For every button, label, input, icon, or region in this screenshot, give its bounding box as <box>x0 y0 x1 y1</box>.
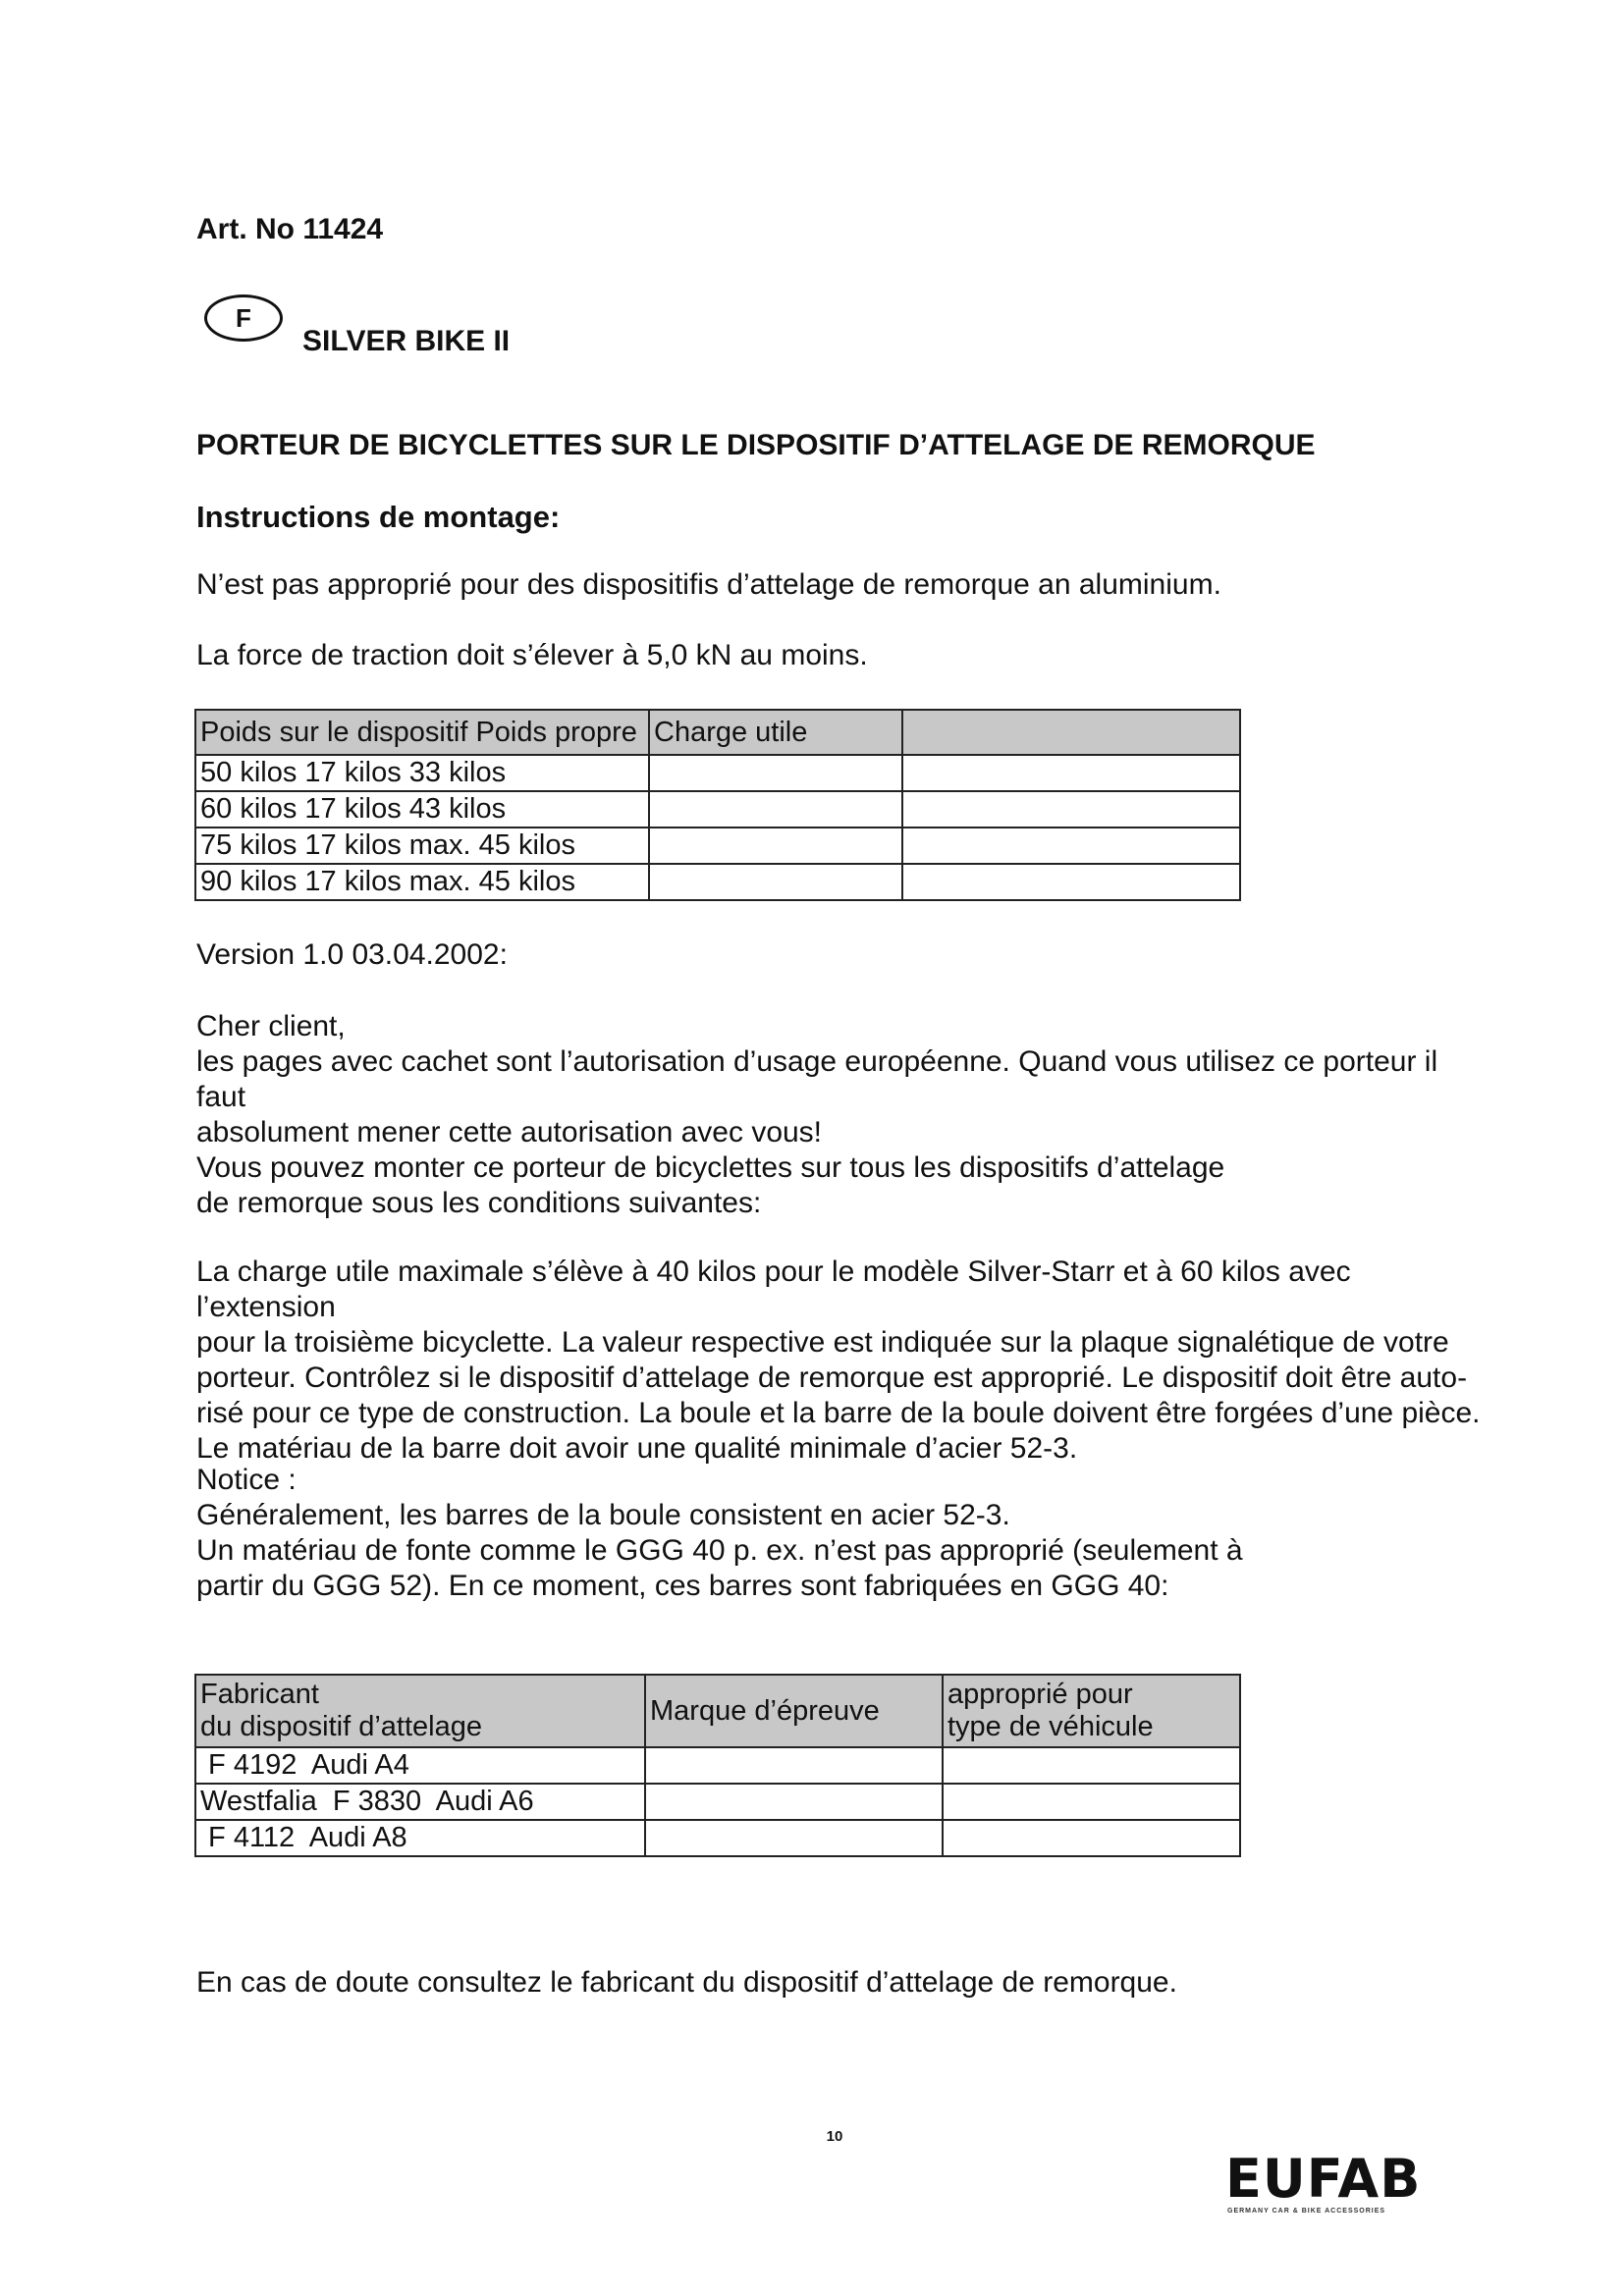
table-cell <box>645 1784 943 1820</box>
table-row <box>195 864 1240 900</box>
table-cell <box>902 864 1240 900</box>
table-cell: Westfalia F 3830 Audi A6 <box>195 1784 645 1820</box>
table-cell <box>649 755 902 791</box>
table-cell: 75 kilos 17 kilos max. 45 kilos <box>195 828 649 864</box>
closing-line: En cas de doute consultez le fabricant du dispositif d’attelage de remorque. <box>196 1966 1177 1999</box>
table-cell <box>943 1747 1240 1784</box>
weight-table <box>194 709 1241 901</box>
table-row <box>195 755 1240 791</box>
conditions-paragraph: La charge utile maximale s’élève à 40 kilos pour le modèle Silver-Starr et à 60 kilos avec l’extension pour la troisième bicyclette. La valeur respective est indiquée sur la plaque signalétique de votre porteur. Contrôlez si le dispositif d’attelage de remorque est approprié. Le dispositif doit être auto- risé pour ce type de construction. La boule et la barre de la boule doivent être forgées d’une pièce. Le matériau de la barre doit avoir une qualité minimale d’acier 52-3. <box>196 1255 1481 1465</box>
table-cell <box>645 1820 943 1856</box>
document-title: PORTEUR DE BICYCLETTES SUR LE DISPOSITIF D’ATTELAGE DE REMORQUE <box>196 429 1316 461</box>
table-header-cell: approprié pour type de véhicule <box>943 1675 1240 1747</box>
table-cell <box>943 1784 1240 1820</box>
table-header-cell <box>902 710 1240 755</box>
logo-tagline: GERMANY CAR & BIKE ACCESSORIES <box>1227 2208 1386 2215</box>
table-header-row <box>195 710 1240 755</box>
intro-line-2: La force de traction doit s’élever à 5,0 kN au moins. <box>196 639 868 671</box>
mounting-paragraph: Vous pouvez monter ce porteur de bicyclettes sur tous les dispositifs d’attelage de remorque sous les conditions suivantes: <box>196 1151 1225 1219</box>
table-cell <box>649 828 902 864</box>
table-cell: 60 kilos 17 kilos 43 kilos <box>195 791 649 828</box>
table-header-cell: Marque d’épreuve <box>645 1675 943 1747</box>
table-cell: 50 kilos 17 kilos 33 kilos <box>195 755 649 791</box>
table-header-row <box>195 1675 1240 1747</box>
intro-line-1: N’est pas approprié pour des dispositifis d’attelage de remorque an aluminium. <box>196 568 1221 601</box>
version-line: Version 1.0 03.04.2002: <box>196 938 508 971</box>
table-cell <box>902 828 1240 864</box>
product-name: SILVER BIKE II <box>302 325 511 357</box>
manufacturer-table <box>194 1674 1241 1857</box>
table-cell: 90 kilos 17 kilos max. 45 kilos <box>195 864 649 900</box>
table-header-cell: Charge utile <box>649 710 902 755</box>
logo-wordmark: EUFAB <box>1225 2148 1422 2210</box>
table-row <box>195 1784 1240 1820</box>
table-cell <box>902 791 1240 828</box>
page-number: 10 <box>826 2128 843 2145</box>
table-cell <box>649 864 902 900</box>
table-row <box>195 1747 1240 1784</box>
table-row <box>195 1820 1240 1856</box>
table-cell <box>649 791 902 828</box>
article-number: Art. No 11424 <box>196 213 384 245</box>
table-header-cell: Fabricant du dispositif d’attelage <box>195 1675 645 1747</box>
eufab-logo <box>1225 2148 1432 2218</box>
table-header-cell: Poids sur le dispositif Poids propre <box>195 710 649 755</box>
table-cell <box>902 755 1240 791</box>
notice-paragraph: Notice : Généralement, les barres de la boule consistent en acier 52-3. Un matériau de fonte comme le GGG 40 p. ex. n’est pas approprié (seulement à partir du GGG 52). En ce moment, ces barres sont fabriquées en GGG 40: <box>196 1464 1243 1602</box>
table-cell <box>943 1820 1240 1856</box>
instructions-heading: Instructions de montage: <box>196 500 561 534</box>
table-row <box>195 791 1240 828</box>
language-badge: F <box>204 294 283 342</box>
greeting-paragraph: Cher client, les pages avec cachet sont l’autorisation d’usage européenne. Quand vous utilisez ce porteur il faut absolument mener cette autorisation avec vous! <box>196 1010 1438 1148</box>
table-cell: F 4192 Audi A4 <box>195 1747 645 1784</box>
table-cell: F 4112 Audi A8 <box>195 1820 645 1856</box>
table-cell <box>645 1747 943 1784</box>
table-row <box>195 828 1240 864</box>
